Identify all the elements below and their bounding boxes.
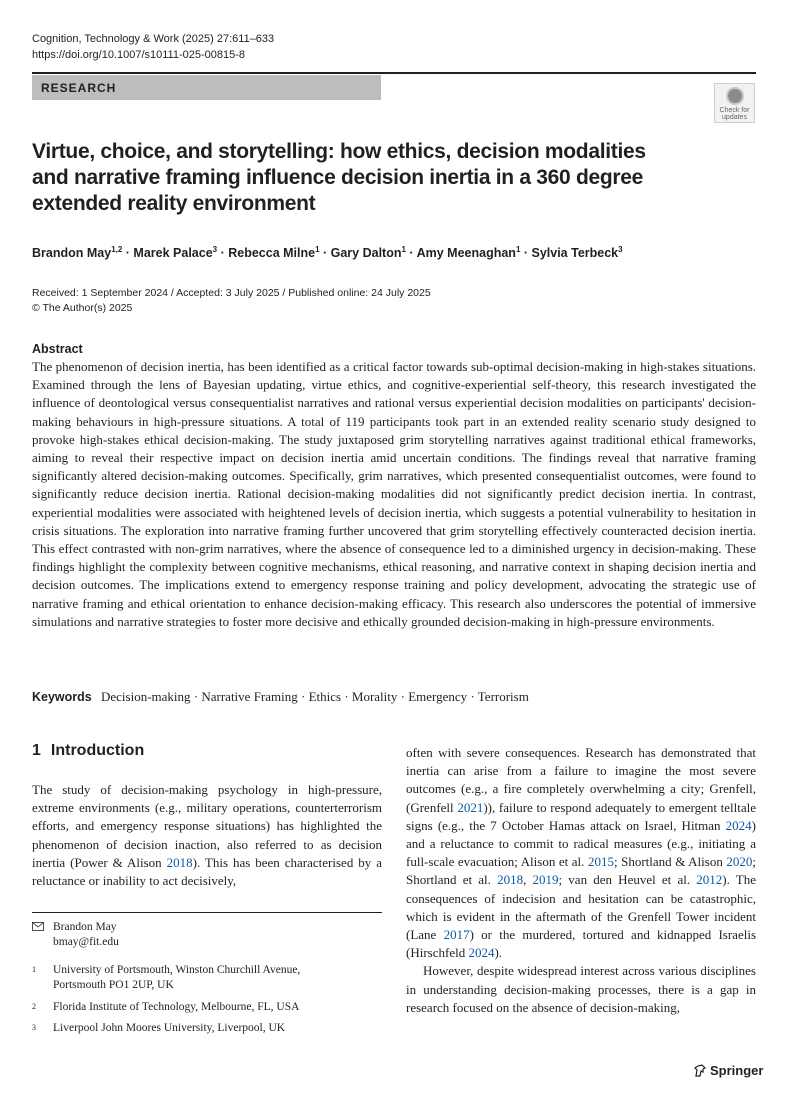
journal-header — [32, 31, 274, 63]
section-title: Introduction — [50, 742, 145, 759]
corresponding-author — [53, 920, 119, 949]
copyright: © The Author(s) 2025 — [32, 302, 133, 314]
paragraph: often with severe consequences. Research has demonstrated that inertia can arise from a failure to imagine the most severe outcomes (e.g., a fire completely overwhelming a city; Grenfell, (Grenfell 2021)), failure to respond adequately to emergent telltale signs (e.g., the 7 October Hamas attack on Israel, Hitman 2024) and a reluctance to commit to radical measures (e.g., initiating a full-scale evacuation; Alison et al. 2015; Shortland & Alison 2020; Shortland et al. 2018, 2019; van den Heuvel et al. 2012). The consequences of indecision and hesitation can be catastrophic, which is evident in the aftermath of the Grenfell Tower incident (Lane 2017) or the murdered, tortured and kidnapped Israelis (Hirschfeld 2024). — [406, 745, 757, 961]
publication-dates — [32, 286, 431, 316]
mail-icon — [32, 922, 44, 931]
citation-link[interactable]: 2020 — [726, 854, 753, 870]
check-updates-text: Check for updates — [719, 107, 750, 121]
doi-link[interactable]: https://doi.org/10.1007/s10111-025-00815-8 — [32, 49, 246, 61]
history-dates: Received: 1 September 2024 / Accepted: 3 July 2025 / Published online: 24 July 2025 — [32, 287, 431, 299]
author[interactable]: Sylvia Terbeck$^3$ — [531, 245, 623, 261]
body-column-right — [406, 744, 756, 1017]
section-number: 1 — [32, 742, 41, 759]
article-title: Virtue, choice, and storytelling: how ethics, decision modalities and narrative framing influence decision inertia in a 360 degree extended reality environment — [32, 140, 646, 215]
citation-link[interactable]: 2024 — [725, 817, 752, 833]
header-rule — [32, 72, 756, 74]
author[interactable]: Rebecca Milne$^1$ — [228, 245, 320, 261]
keywords-label: Keywords — [32, 690, 92, 704]
author-list: Brandon May$^{1,2}$ · Marek Palace$^3$ · Rebecca Milne$^1$ · Gary Dalton$^1$ · Amy Meenaghan$^1$ · Sylvia Terbeck$^3$ — [32, 245, 623, 261]
corresponding-email[interactable]: bmay@fit.edu — [53, 935, 119, 948]
abstract-heading: Abstract — [32, 342, 83, 356]
article-type-label: RESEARCH — [32, 75, 381, 100]
journal-citation: Cognition, Technology & Work (2025) 27:611–633 — [32, 33, 275, 45]
paragraph: The study of decision-making psychology in high-pressure, extreme environments (e.g., military operations, counterterrorism efforts, and emergency response situations) has highlighted the phenomenon of decision inaction, also referred to as decision inertia (Power & Alison 2018). This has been characterised by a reluctance or inability to act decisively, — [32, 782, 382, 889]
springer-horse-icon — [693, 1064, 707, 1078]
section-heading — [32, 742, 144, 760]
keywords — [32, 689, 529, 705]
citation-link[interactable]: 2012 — [696, 872, 723, 888]
citation-link[interactable]: 2018 — [497, 872, 524, 888]
citation-link[interactable]: 2017 — [443, 927, 470, 943]
abstract-text: The phenomenon of decision inertia, has been identified as a critical factor towards sub-optimal decision-making in high-stakes situations. Examined through the lens of Bayesian updating, virtue ethics, and cognitive-experiential self-theory, this research investigated the influence of deontological versus consequentialist narratives and rational versus experiential decision modalities on participants' decision-making behaviours in high-pressure situations. A total of 119 participants took part in an extended reality scenario study designed to provoke high-stakes ethical decision-making. The study juxtaposed grim storytelling narratives against traditional ethical frameworks, aiming to reveal their respective impact on decision inertia amid uncertain conditions. The findings reveal that narrative framing significantly altered decision-making outcomes. Specifically, grim narratives, which presented consequentialist outcomes, were found to significantly reduce decision inertia. Rational decision-making modalities did not significantly predict decision inertia. In contrast, experiential modalities were associated with heightened levels of decision inertia, which suggests a potential vulnerability to hesitation in crisis situations. The exploration into narrative framing further uncovered that grim storytelling effectively counteracted decision inertia. This effect contrasted with non-grim narratives, where the absence of consequence led to a diminished urgency in decision-making. These findings highlight the complexity between cognitive mechanisms, ethical reasoning, and narrative context in shaping decision inertia and decision outcomes. The implications extend to emergency response training and policy development, advocating the strategic use of narrative framing and ethical orientation to enhance decision-making efficacy. This research also underscores the potential of immersive simulations and narrative strategies to foster more decisive and ethically grounded decision-making in high-pressure environments. — [32, 359, 756, 629]
author[interactable]: Marek Palace$^3$ — [133, 245, 218, 261]
author[interactable]: Gary Dalton$^1$ — [330, 245, 406, 261]
citation-link[interactable]: 2015 — [587, 854, 614, 870]
citation-link[interactable]: 2024 — [468, 945, 495, 961]
keywords-list: Decision-making · Narrative Framing · Ethics · Morality · Emergency · Terrorism — [101, 689, 529, 704]
author[interactable]: Brandon May$^{1,2}$ — [32, 245, 123, 261]
check-for-updates-badge[interactable] — [714, 83, 755, 123]
citation-link[interactable]: 2021 — [457, 799, 484, 815]
citation-link[interactable]: 2019 — [532, 872, 559, 888]
publisher-name: Springer — [710, 1063, 764, 1078]
citation-link[interactable]: 2018 — [166, 854, 193, 870]
author[interactable]: Amy Meenaghan$^1$ — [416, 245, 521, 261]
check-updates-icon — [726, 87, 744, 105]
footnote-rule — [32, 912, 382, 913]
publisher-logo — [693, 1063, 763, 1078]
paragraph: However, despite widespread interest across various disciplines in understanding decision-making processes, there is a gap in research focused on the absence of decision-making, — [406, 963, 756, 1015]
corresponding-name: Brandon May — [53, 921, 117, 933]
body-column-left — [32, 781, 382, 890]
